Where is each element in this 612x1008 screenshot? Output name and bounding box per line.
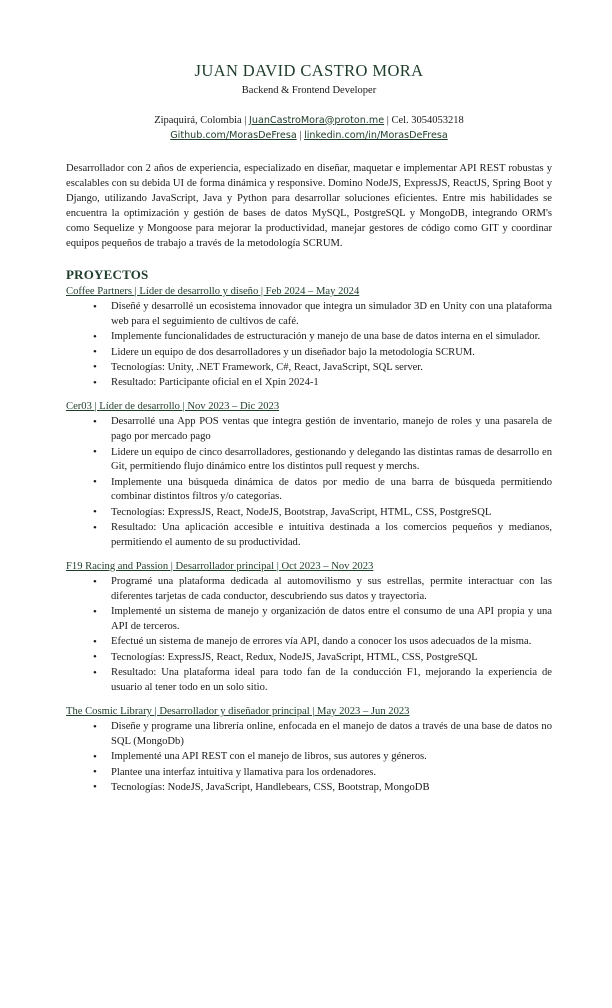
project-header: F19 Racing and Passion | Desarrollador principal | Oct 2023 – Nov 2023 (66, 560, 374, 572)
resume-header (66, 62, 552, 143)
project-entry (66, 705, 552, 796)
list-item: • Resultado: Una plataforma ideal para todo fan de la conducción F1, mejorando la experiencia de usuario al tener todo en un solo sitio. (66, 666, 552, 696)
contact-separator: | (299, 129, 302, 141)
list-item: • Lidere un equipo de cinco desarrolladores, gestionando y delegando las distintas ramas de desarrollo en Git, permitiendo flujo dinámico entre los distintos pull request y merchs. (66, 446, 552, 476)
section-title-proyectos: PROYECTOS (66, 267, 149, 283)
list-item: • Diseñé y desarrollé un ecosistema innovador que integra un simulador 3D en Unity con una plataforma web para el seguimiento de cultivos de café. (66, 300, 552, 330)
project-bullet-list (66, 720, 552, 796)
projects-section (66, 267, 552, 795)
list-item: • Resultado: Participante oficial en el Xpin 2024-1 (66, 376, 552, 391)
list-item: • Plantee una interfaz intuitiva y llamativa para los ordenadores. (66, 766, 552, 781)
contact-separator: | (244, 114, 247, 126)
professional-summary: Desarrollador con 2 años de experiencia, especializado en diseñar, maquetar e implementar API REST robustas y escalables con su debida UI de forma dinámica y responsive. Domino NodeJS, ExpressJS, ReactJS, Spring Boot y Django, utilizando JavaScript, Java y Python para desarrollar soluciones eficientes. Entre mis habilidades se encuentra la optimización y gestión de bases de datos MySQL, PostgreSQL y MongoDB, integrando ORM's como Sequelize y Mongoose para mejorar la productividad, manejar gestores de código como GIT y coordinar equipos pequeños de trabajo a través de la metodología SCRUM. (66, 163, 552, 250)
page-title: JUAN DAVID CASTRO MORA (194, 61, 424, 80)
list-item: • Implemente funcionalidades de estructuración y manejo de una base de datos interna en el simulador. (66, 330, 552, 345)
contact-location: Zipaquirá, Colombia (154, 114, 242, 126)
job-title: Backend & Frontend Developer (241, 84, 377, 96)
project-bullet-list (66, 415, 552, 550)
project-entry (66, 400, 552, 551)
contact-line-social (66, 128, 552, 143)
list-item: • Desarrollé una App POS ventas que integra gestión de inventario, manejo de roles y una pasarela de pago por mercado pago (66, 415, 552, 445)
project-header: Coffee Partners | Líder de desarrollo y diseño | Feb 2024 – May 2024 (66, 285, 360, 297)
list-item: • Efectué un sistema de manejo de errores vía API, dando a conocer los usos adecuados de la misma. (66, 635, 552, 650)
list-item: • Tecnologías: Unity, .NET Framework, C#, React, JavaScript, SQL server. (66, 361, 552, 376)
list-item: • Tecnologías: ExpressJS, React, Redux, NodeJS, JavaScript, HTML, CSS, PostgreSQL (66, 651, 552, 666)
linkedin-link[interactable]: linkedin.com/in/MorasDeFresa (304, 129, 448, 141)
email-link[interactable]: JuanCastroMora@proton.me (249, 114, 385, 126)
project-bullet-list (66, 575, 552, 696)
list-item: • Lidere un equipo de dos desarrolladores y un diseñador bajo la metodología SCRUM. (66, 346, 552, 361)
list-item: • Implemente una búsqueda dinámica de datos por medio de una barra de búsqueda permitiendo combinar distintos filtros y/o categorías. (66, 476, 552, 506)
list-item: • Tecnologías: NodeJS, JavaScript, Handlebears, CSS, Bootstrap, MongoDB (66, 781, 552, 796)
project-header: The Cosmic Library | Desarrollador y diseñador principal | May 2023 – Jun 2023 (66, 705, 410, 717)
list-item: • Implementé una API REST con el manejo de libros, sus autores y géneros. (66, 750, 552, 765)
contact-line-primary (66, 113, 552, 128)
list-item: • Resultado: Una aplicación accesible e intuitiva destinada a los comercios pequeños y medianos, permitiendo el aumento de su productividad. (66, 521, 552, 551)
contact-separator: | (386, 114, 389, 126)
project-bullet-list (66, 300, 552, 391)
contact-block (66, 113, 552, 143)
project-entry (66, 285, 552, 391)
project-header: Cer03 | Líder de desarrollo | Nov 2023 – Dic 2023 (66, 401, 280, 413)
list-item: • Implementé un sistema de manejo y organización de datos entre el consumo de una API propia y una API de terceros. (66, 605, 552, 635)
list-item: • Programé una plataforma dedicada al automovilismo y sus estrellas, permite interactuar con las diferentes tarjetas de cada conductor, descubriendo sus datos y trayectoria. (66, 575, 552, 605)
list-item: • Tecnologías: ExpressJS, React, NodeJS, Bootstrap, JavaScript, HTML, CSS, PostgreSQL (66, 506, 552, 521)
list-item: • Diseñe y programe una librería online, enfocada en el manejo de datos a través de una base de datos no SQL (MongoDb) (66, 720, 552, 750)
project-entry (66, 560, 552, 696)
contact-phone: Cel. 3054053218 (391, 114, 464, 126)
github-link[interactable]: Github.com/MorasDeFresa (170, 129, 297, 141)
